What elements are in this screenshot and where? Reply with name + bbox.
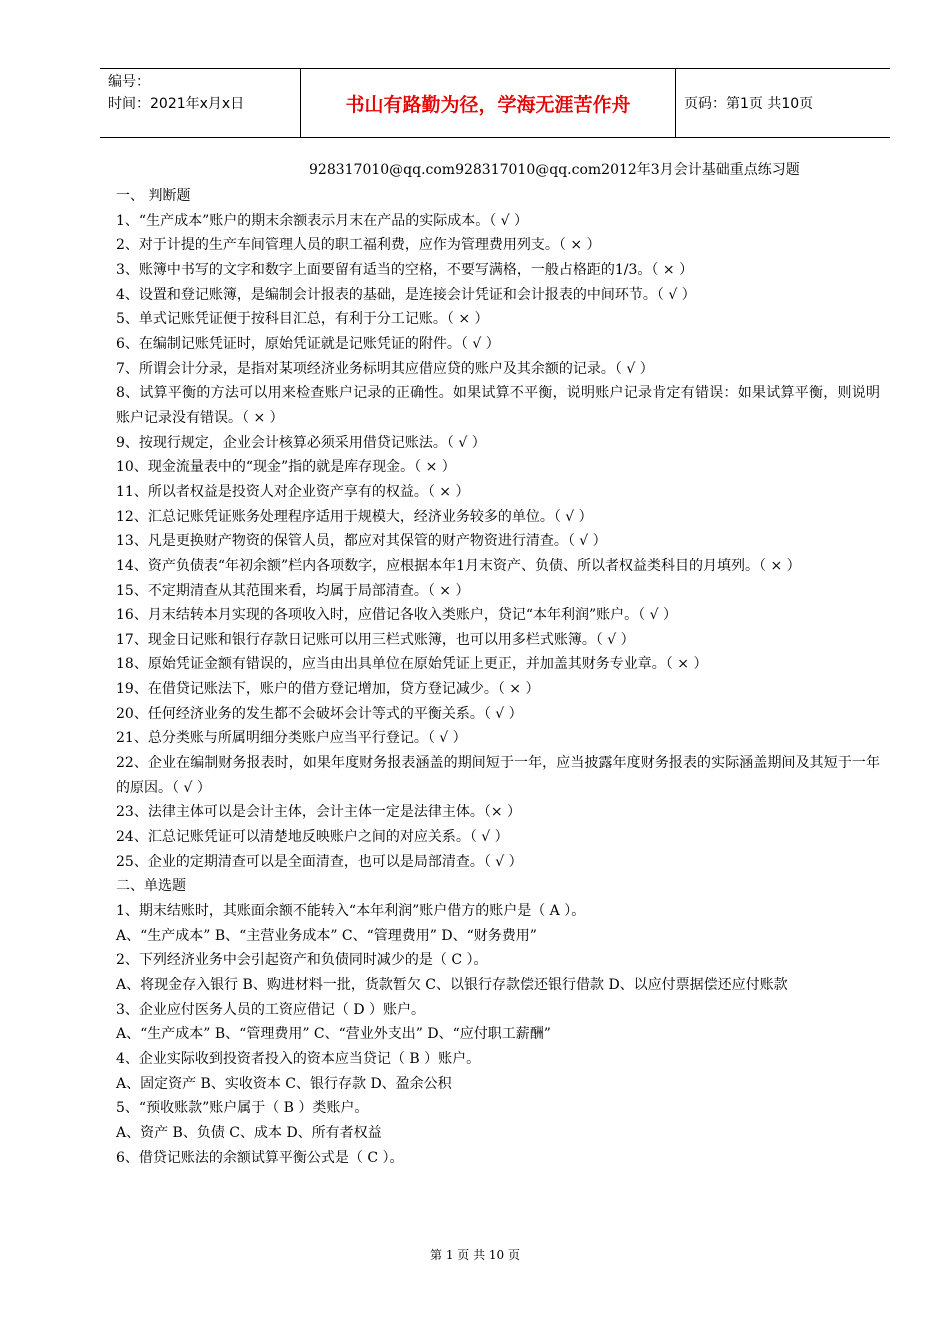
options-line: A、固定资产 B、实收资本 C、银行存款 D、盈余公积 <box>116 1075 452 1092</box>
options-line: A、资产 B、负债 C、成本 D、所有者权益 <box>116 1124 382 1141</box>
question-line: 17、现金日记账和银行存款日记账可以用三栏式账簿，也可以用多栏式账簿。（ √ ） <box>116 631 635 648</box>
code-label: 编号： <box>108 74 150 90</box>
question-line: 21、总分类账与所属明细分类账户应当平行登记。（ √ ） <box>116 730 467 747</box>
question-line: 12、汇总记账凭证账务处理程序适用于规模大，经济业务较多的单位。（ √ ） <box>116 508 593 525</box>
question-line: 19、在借贷记账法下，账户的借方登记增加，贷方登记减少。（ × ） <box>116 681 540 698</box>
question-line: 7、所谓会计分录，是指对某项经济业务标明其应借应贷的账户及其余额的记录。（ √ ） <box>116 360 654 377</box>
question-line: 16、月末结转本月实现的各项收入时，应借记各收入类账户，贷记“本年利润”账户。（ √ ） <box>116 607 677 624</box>
question-line: 8、试算平衡的方法可以用来检查账户记录的正确性。如果试算不平衡，说明账户记录肯定有错误：如果试算平衡，则说明账户记录没有错误。（ × ） <box>116 385 880 426</box>
question-line: 3、账簿中书写的文字和数字上面要留有适当的空格，不要写满格，一般占格距的1/3。（ × ） <box>116 261 694 278</box>
question-line: 24、汇总记账凭证可以清楚地反映账户之间的对应关系。（ √ ） <box>116 829 509 846</box>
question-line: 5、单式记账凭证便于按科目汇总，有利于分工记账。（ × ） <box>116 311 489 328</box>
question-line: 4、设置和登记账簿，是编制会计报表的基础，是连接会计凭证和会计报表的中间环节。（ √ ） <box>116 286 696 303</box>
page-header <box>100 68 890 138</box>
question-line: 13、凡是更换财产物资的保管人员，都应对其保管的财产物资进行清查。（ √ ） <box>116 533 607 550</box>
section-heading: 一、 判断题 <box>116 188 191 204</box>
document-title: 928317010@qq.com928317010@qq.com2012年3月会计基础重点练习题 <box>309 162 800 178</box>
question-line: 5、“预收账款”账户属于（ B ）类账户。 <box>116 1100 369 1117</box>
question-line: 1、“生产成本”账户的期末余额表示月末在产品的实际成本。（ √ ） <box>116 212 529 229</box>
question-line: 14、资产负债表“年初余额”栏内各项数字，应根据本年1月末资产、负债、所以者权益类科目的月填列。（ × ） <box>116 557 801 574</box>
question-line: 22、企业在编制财务报表时，如果年度财务报表涵盖的期间短于一年，应当披露年度财务报表的实际涵盖期间及其短于一年的原因。（ √ ） <box>116 755 880 796</box>
section-heading: 二、单选题 <box>116 878 186 895</box>
question-line: 23、法律主体可以是会计主体，会计主体一定是法律主体。（× ） <box>116 804 521 821</box>
header-motto: 书山有路勤为径，学海无涯苦作舟 <box>301 69 676 137</box>
options-line: A、“生产成本” B、“管理费用” C、“营业外支出” D、“应付职工薪酬” <box>116 1026 551 1043</box>
question-line: 20、任何经济业务的发生都不会破坏会计等式的平衡关系。（ √ ） <box>116 705 523 722</box>
question-line: 1、期末结账时，其账面余额不能转入“本年利润”账户借方的账户是（ A ）。 <box>116 903 586 920</box>
question-line: 2、对于计提的生产车间管理人员的职工福利费，应作为管理费用列支。（ × ） <box>116 237 601 254</box>
page-footer <box>0 1246 950 1263</box>
document-body <box>116 184 880 1170</box>
question-line: 6、在编制记账凭证时，原始凭证就是记账凭证的附件。（ √ ） <box>116 335 500 352</box>
question-line: 2、下列经济业务中会引起资产和负债同时减少的是（ C ）。 <box>116 952 488 969</box>
question-line: 10、现金流量表中的“现金”指的就是库存现金。（ × ） <box>116 459 456 476</box>
header-page-info: 页码：第1页 共10页 <box>684 96 814 112</box>
options-line: A、“生产成本” B、“主营业务成本” C、“管理费用” D、“财务费用” <box>116 927 537 944</box>
question-line: 11、所以者权益是投资人对企业资产享有的权益。（ × ） <box>116 483 470 500</box>
question-line: 3、企业应付医务人员的工资应借记（ D ）账户。 <box>116 1001 426 1018</box>
time-label: 时间：2021年x月x日 <box>108 96 245 112</box>
question-line: 25、企业的定期清查可以是全面清查，也可以是局部清查。（ √ ） <box>116 853 523 870</box>
question-line: 18、原始凭证金额有错误的，应当由出具单位在原始凭证上更正，并加盖其财务专业章。（ × ） <box>116 656 708 673</box>
question-line: 15、不定期清查从其范围来看，均属于局部清查。（ × ） <box>116 582 470 599</box>
header-meta <box>100 69 301 137</box>
question-line: 6、借贷记账法的余额试算平衡公式是（ C ）。 <box>116 1149 404 1166</box>
question-line: 9、按现行规定，企业会计核算必须采用借贷记账法。（ √ ） <box>116 434 486 451</box>
question-line: 4、企业实际收到投资者投入的资本应当贷记（ B ）账户。 <box>116 1050 481 1067</box>
footer-page-number: 第 1 页 共 10 页 <box>430 1248 520 1262</box>
options-line: A、将现金存入银行 B、购进材料一批，货款暂欠 C、以银行存款偿还银行借款 D、以应付票据偿还应付账款 <box>116 977 788 993</box>
